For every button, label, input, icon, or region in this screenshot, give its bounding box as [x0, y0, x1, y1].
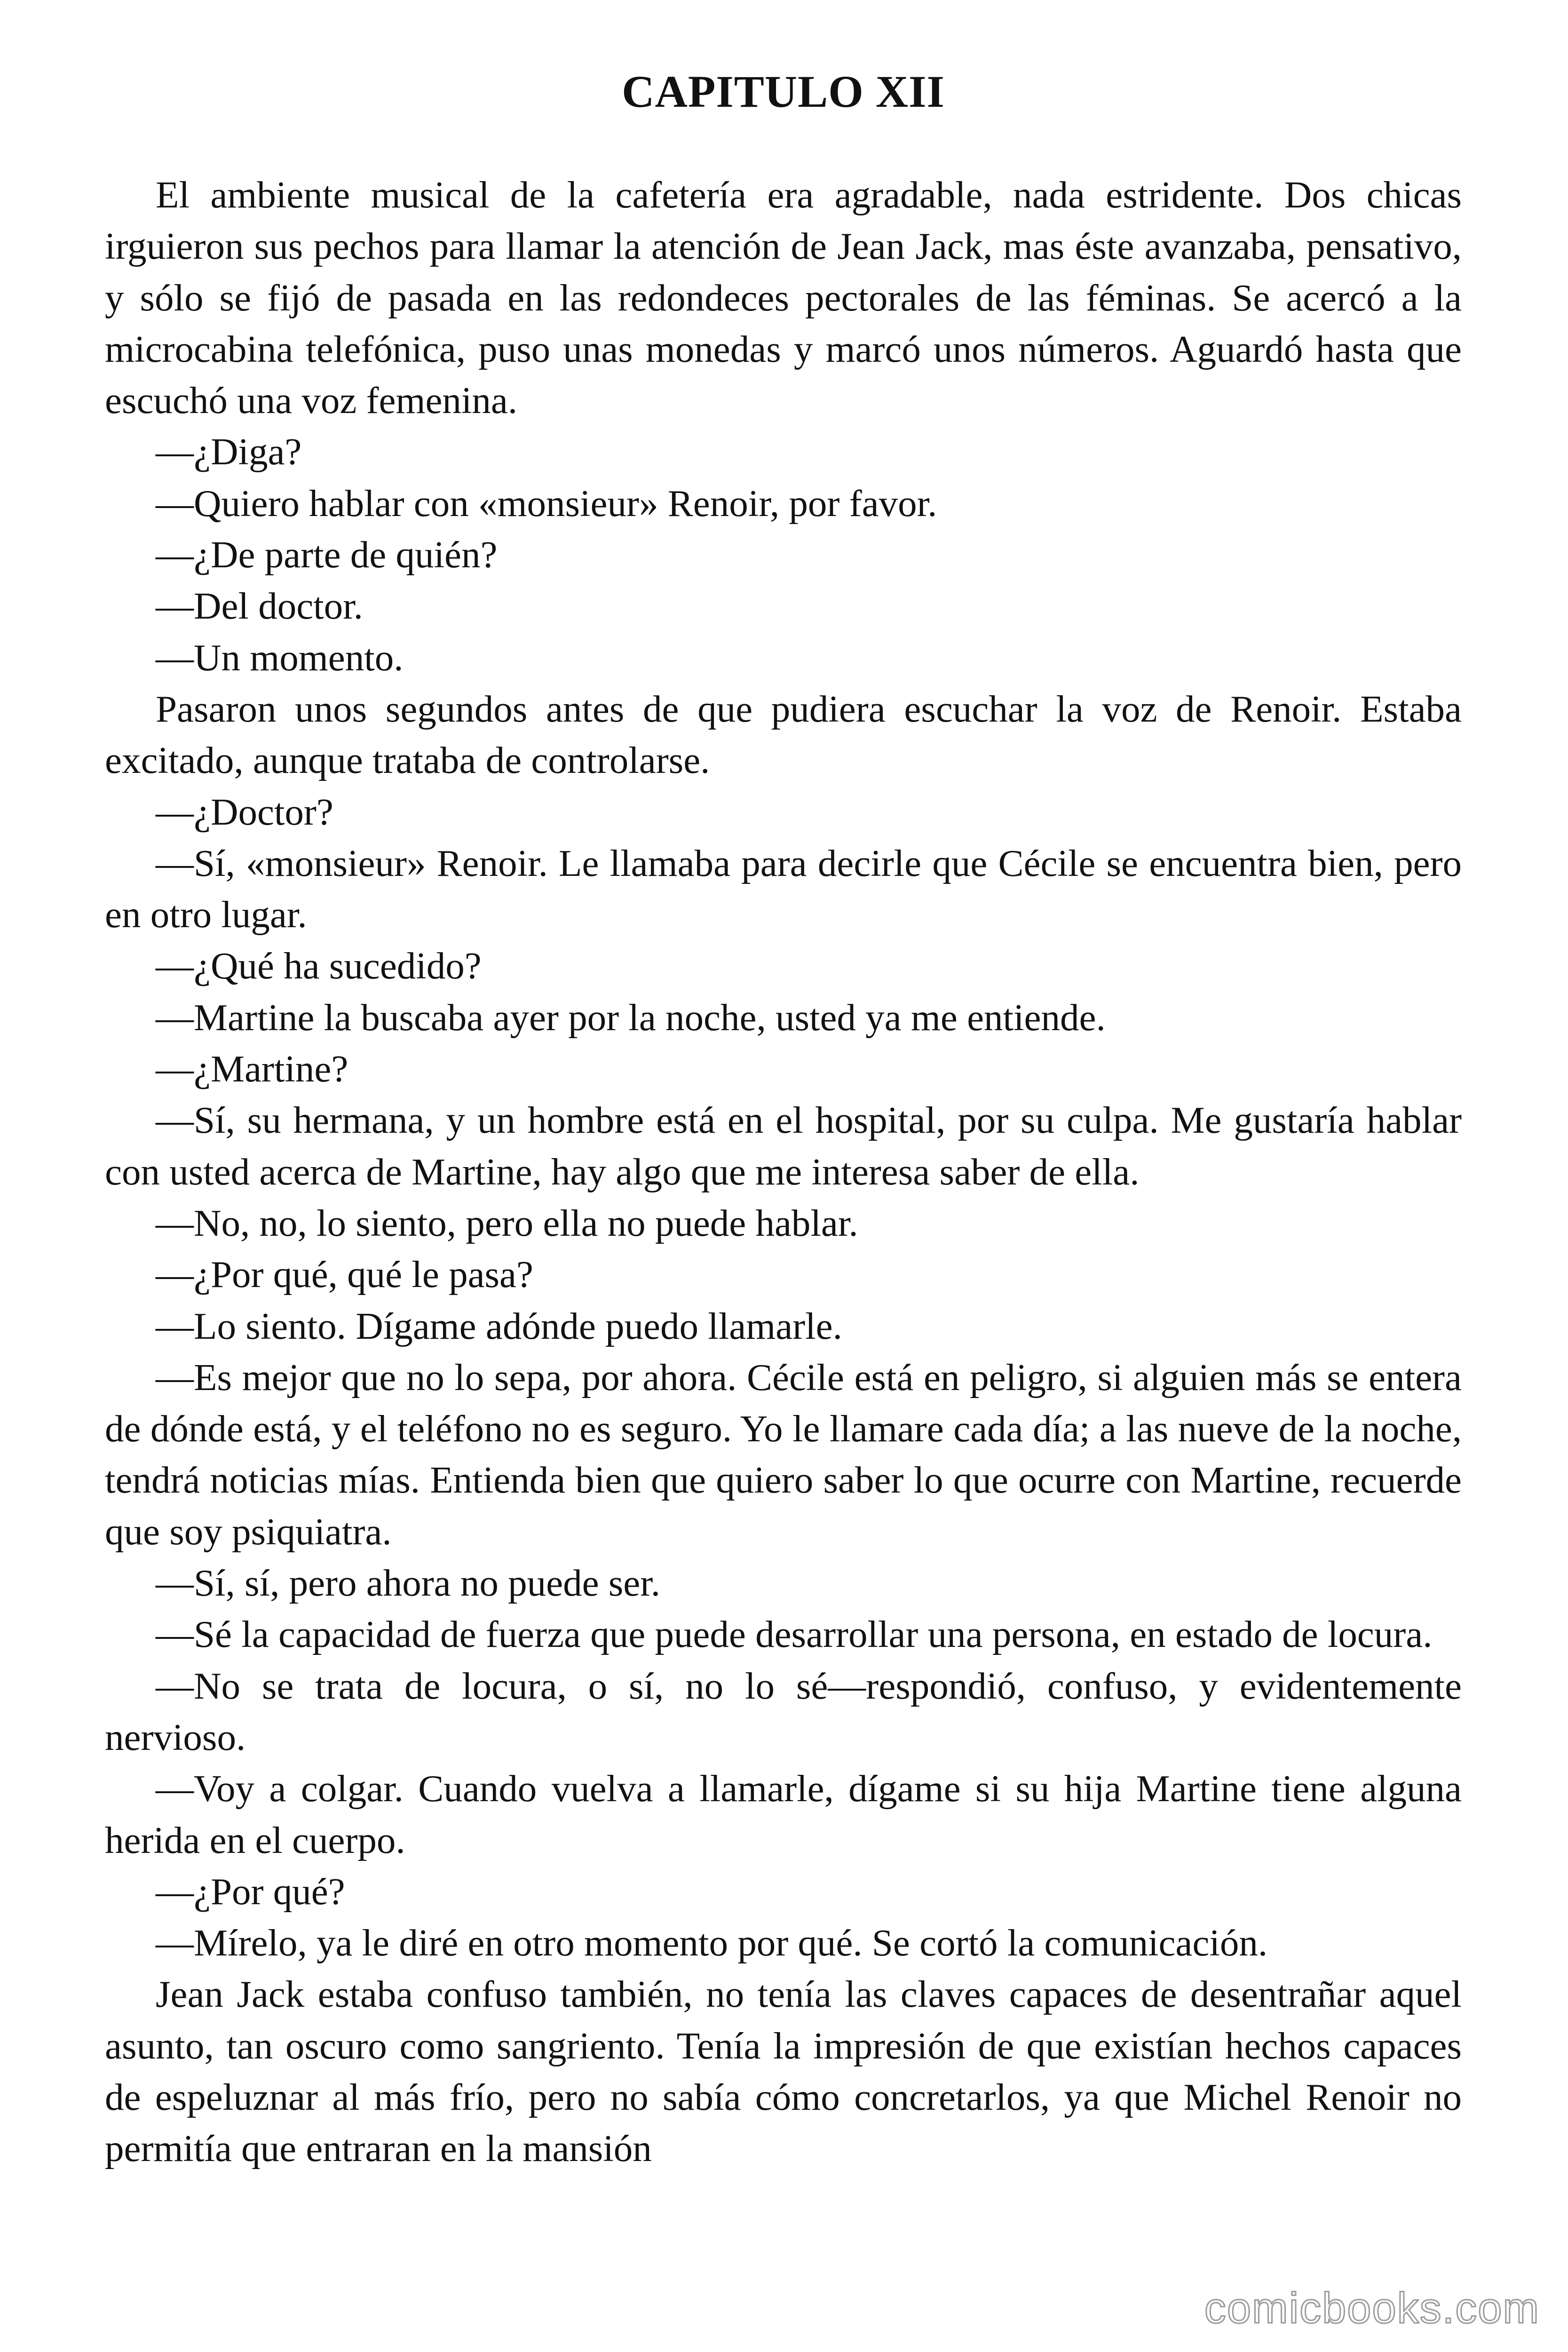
paragraph: —¿Qué ha sucedido? [156, 945, 482, 987]
paragraph: —Sí, «monsieur» Renoir. Le llamaba para decirle que Cécile se encuentra bien, pero en otro lugar. [105, 842, 1462, 936]
paragraph: —Mírelo, ya le diré en otro momento por qué. Se cortó la comunicación. [156, 1922, 1268, 1964]
paragraph: —¿Martine? [156, 1048, 348, 1090]
chapter-title: CAPITULO XII [622, 66, 945, 117]
paragraph: —Martine la buscaba ayer por la noche, usted ya me entiende. [156, 996, 1106, 1039]
paragraph: —Sé la capacidad de fuerza que puede desarrollar una persona, en estado de locura. [156, 1613, 1433, 1656]
watermark: comicbooks.com [1204, 2284, 1540, 2332]
paragraph: —¿De parte de quién? [156, 533, 498, 576]
paragraph: —¿Por qué, qué le pasa? [156, 1253, 533, 1296]
paragraph: —Quiero hablar con «monsieur» Renoir, por favor. [156, 482, 937, 524]
paragraph: Pasaron unos segundos antes de que pudiera escuchar la voz de Renoir. Estaba excitado, aunque trataba de controlarse. [105, 687, 1462, 782]
paragraph: —No, no, lo siento, pero ella no puede hablar. [156, 1201, 858, 1244]
paragraph: Jean Jack estaba confuso también, no tenía las claves capaces de desentrañar aquel asunto, tan oscuro como sangriento. Tenía la impresión de que existían hechos capaces de espeluznar al más frío, pero no sabía cómo concretarlos, ya que Michel Renoir no permitía que entraran en la mansión [105, 1973, 1462, 2170]
paragraph: —Del doctor. [156, 585, 363, 628]
paragraph: —Sí, sí, pero ahora no puede ser. [156, 1562, 661, 1605]
paragraph: —¿Diga? [156, 430, 302, 473]
paragraph: —Sí, su hermana, y un hombre está en el hospital, por su culpa. Me gustaría hablar con usted acerca de Martine, hay algo que me interesa saber de ella. [105, 1099, 1462, 1193]
paragraph: El ambiente musical de la cafetería era agradable, nada estridente. Dos chicas irguieron sus pechos para llamar la atención de Jean Jack, mas éste avanzaba, pensativo, y sólo se fijó de pasada en las redondeces pectorales de las féminas. Se acercó a la microcabina telefónica, puso unas monedas y marcó unos números. Aguardó hasta que escuchó una voz femenina. [105, 174, 1462, 422]
paragraph: —¿Por qué? [156, 1870, 345, 1913]
paragraph: —Un momento. [156, 636, 404, 679]
paragraph: —Voy a colgar. Cuando vuelva a llamarle, dígame si su hija Martine tiene alguna herida en el cuerpo. [105, 1767, 1462, 1861]
paragraph: —Es mejor que no lo sepa, por ahora. Cécile está en peligro, si alguien más se entera de dónde está, y el teléfono no es seguro. Yo le llamare cada día; a las nueve de la noche, tendrá noticias mías. Entienda bien que quiero saber lo que ocurre con Martine, recuerde que soy psiquiatra. [105, 1356, 1462, 1553]
paragraph: —Lo siento. Dígame adónde puedo llamarle. [156, 1304, 842, 1347]
body-text [105, 169, 1462, 2175]
page [105, 56, 1462, 2175]
paragraph: —¿Doctor? [156, 790, 333, 833]
paragraph: —No se trata de locura, o sí, no lo sé—respondió, confuso, y evidentemente nervioso. [105, 1664, 1462, 1758]
